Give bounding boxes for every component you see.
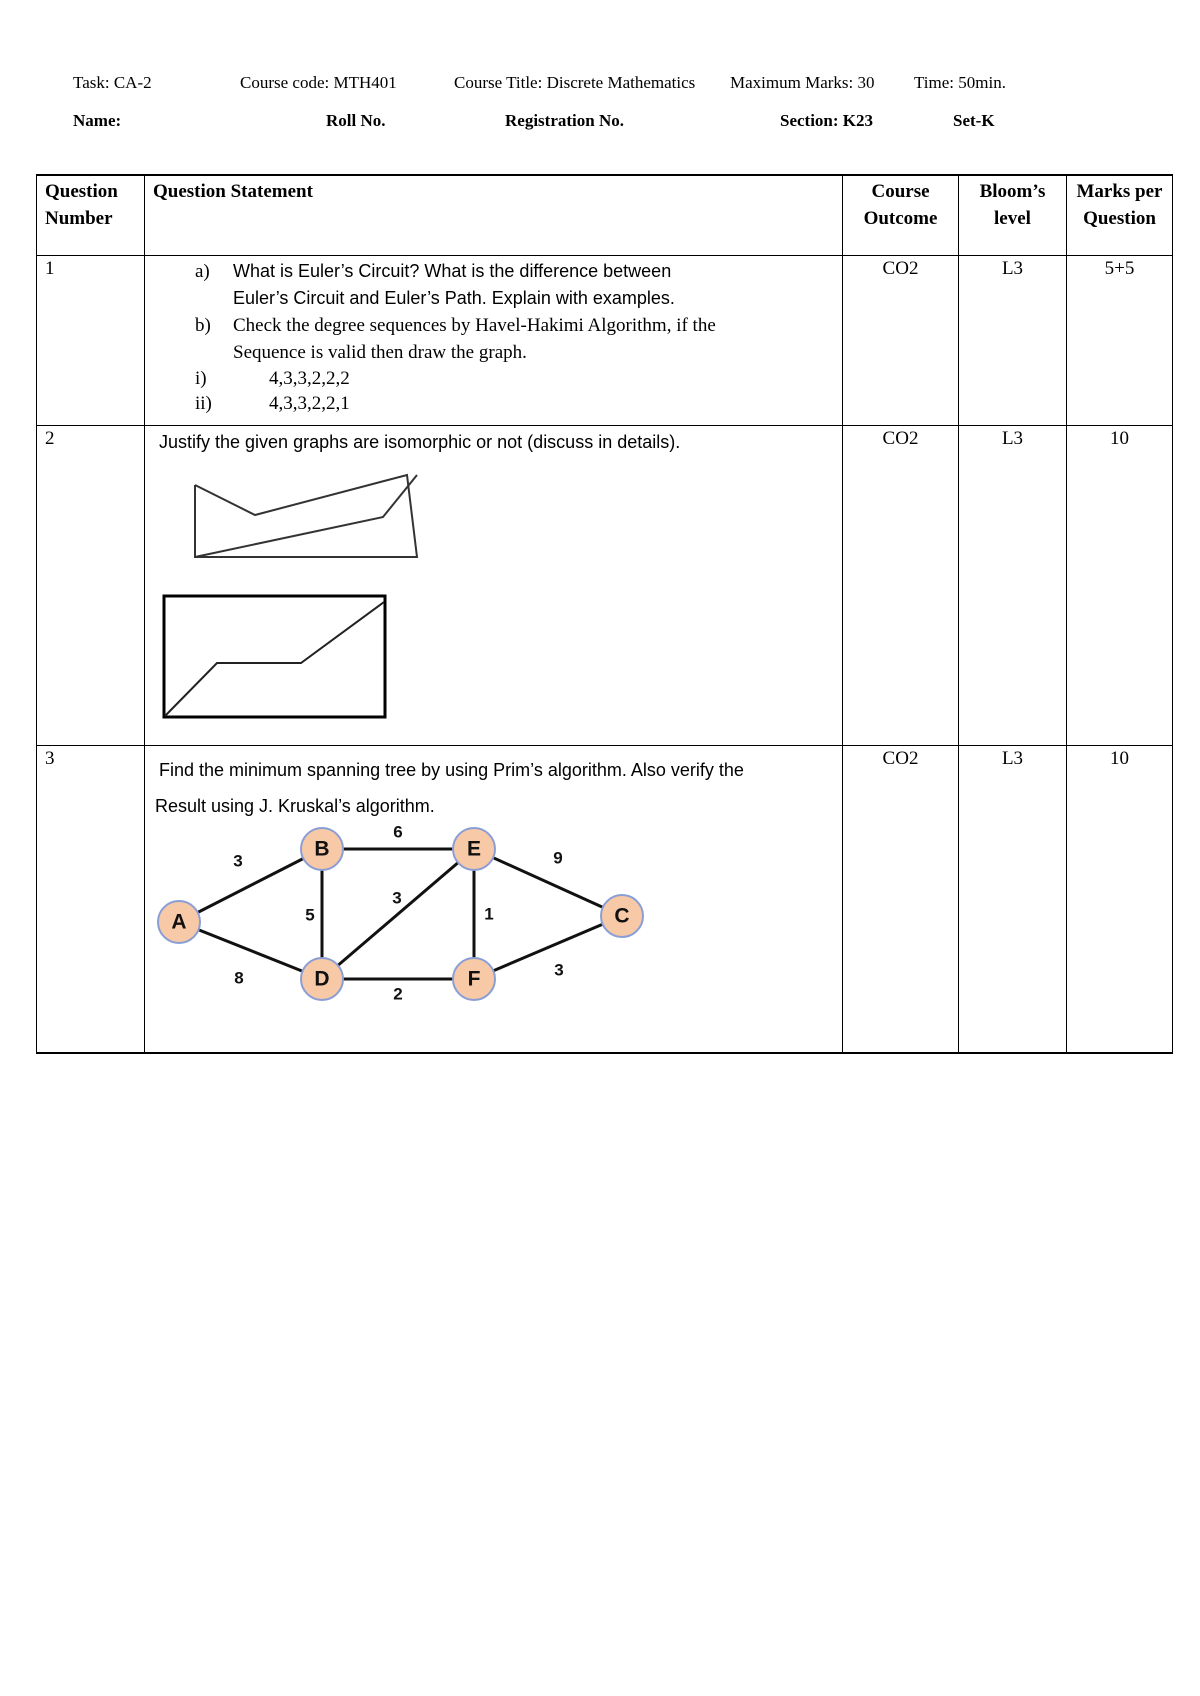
course-outcome: CO2 (843, 255, 959, 425)
question-number: 2 (37, 425, 145, 745)
edge-weight-label: 8 (234, 967, 244, 987)
table-header-row (37, 175, 1173, 255)
graph-one (193, 475, 448, 579)
edge-a-d (179, 922, 322, 979)
table-row (37, 425, 1173, 745)
q2-text: Justify the given graphs are isomorphic or not (discuss in details). (159, 431, 681, 452)
question-statement (145, 425, 843, 745)
time-limit: Time: 50min. (914, 73, 1006, 92)
q1-i-label: i) (195, 367, 207, 389)
graph-two-rectangle (164, 596, 385, 717)
node-label: E (466, 837, 482, 861)
q1-i-text: 4,3,3,2,2,2 (269, 367, 350, 389)
course-code: Course code: MTH401 (240, 73, 397, 92)
marks: 5+5 (1067, 255, 1173, 425)
graph-two-path (165, 602, 384, 716)
q3-line2: Result using J. Kruskal’s algorithm. (155, 795, 435, 816)
table-row (37, 255, 1173, 425)
course-title: Course Title: Discrete Mathematics (454, 73, 696, 92)
blooms-level: L3 (959, 745, 1067, 1053)
q1-sequence-ii (195, 391, 834, 416)
question-table (36, 174, 1173, 1054)
edge-weight-label: 5 (305, 904, 315, 924)
isomorphic-graphs-figure (145, 455, 835, 745)
maximum-marks: Maximum Marks: 30 (730, 73, 875, 92)
course-outcome: CO2 (843, 425, 959, 745)
header-question-number: Question Number (37, 175, 145, 255)
header-marks: Marks per Question (1067, 175, 1173, 255)
question-number: 1 (37, 255, 145, 425)
table-row (37, 745, 1173, 1053)
q1-sequence-i (195, 366, 834, 391)
q1-a-label: a) (195, 260, 210, 282)
q1-a-line1: What is Euler’s Circuit? What is the difference between (233, 260, 672, 281)
name-field-label: Name: (73, 111, 122, 130)
question-statement (145, 255, 843, 425)
graph-one-diagonal (195, 475, 417, 557)
edge-e-c (474, 849, 622, 916)
edge-weight-label: 2 (393, 983, 403, 1003)
header-course-outcome: Course Outcome (843, 175, 959, 255)
node-label: B (314, 837, 330, 861)
question-statement (145, 745, 843, 1053)
q1-b-label: b) (195, 314, 211, 336)
edge-weight-label: 3 (233, 850, 243, 870)
edge-weight-label: 3 (392, 887, 402, 907)
q1-ii-text: 4,3,3,2,2,1 (269, 392, 350, 414)
node-label: A (171, 910, 187, 934)
weighted-graph-figure (145, 822, 835, 1042)
marks: 10 (1067, 425, 1173, 745)
blooms-level: L3 (959, 255, 1067, 425)
question-number: 3 (37, 745, 145, 1053)
q1-b-line2: Sequence is valid then draw the graph. (233, 341, 527, 363)
edge-f-c (474, 916, 622, 979)
task-label: Task: CA-2 (73, 73, 152, 92)
graph-one-bounds (193, 497, 448, 579)
roll-number-label: Roll No. (326, 111, 386, 130)
header-question-statement: Question Statement (145, 175, 843, 255)
q1-b-line1: Check the degree sequences by Havel-Hakimi Algorithm, if the (233, 314, 716, 336)
node-label: F (467, 967, 481, 991)
edge-a-b (179, 849, 322, 922)
node-label: D (314, 967, 330, 991)
q3-line1: Find the minimum spanning tree by using Prim’s algorithm. Also verify the (159, 759, 744, 780)
header-blooms-level: Bloom’s level (959, 175, 1067, 255)
edge-weight-label: 9 (553, 847, 563, 867)
marks: 10 (1067, 745, 1173, 1053)
q1-part-a (195, 258, 834, 312)
edge-weight-label: 3 (554, 959, 564, 979)
blooms-level: L3 (959, 425, 1067, 745)
edge-weight-label: 1 (484, 903, 494, 923)
q1-a-text (233, 258, 675, 312)
graph-two (164, 596, 385, 717)
section-label: Section: K23 (780, 111, 874, 130)
edge-weight-label: 6 (393, 821, 403, 841)
node-label: C (614, 904, 630, 928)
course-outcome: CO2 (843, 745, 959, 1053)
registration-number-label: Registration No. (505, 111, 624, 130)
q1-ii-label: ii) (195, 392, 212, 414)
q1-a-line2: Euler’s Circuit and Euler’s Path. Explain with examples. (233, 287, 675, 308)
q1-part-b (195, 312, 834, 366)
edge-d-e (322, 849, 474, 979)
set-label: Set-K (953, 111, 995, 130)
q1-b-text (233, 312, 716, 366)
